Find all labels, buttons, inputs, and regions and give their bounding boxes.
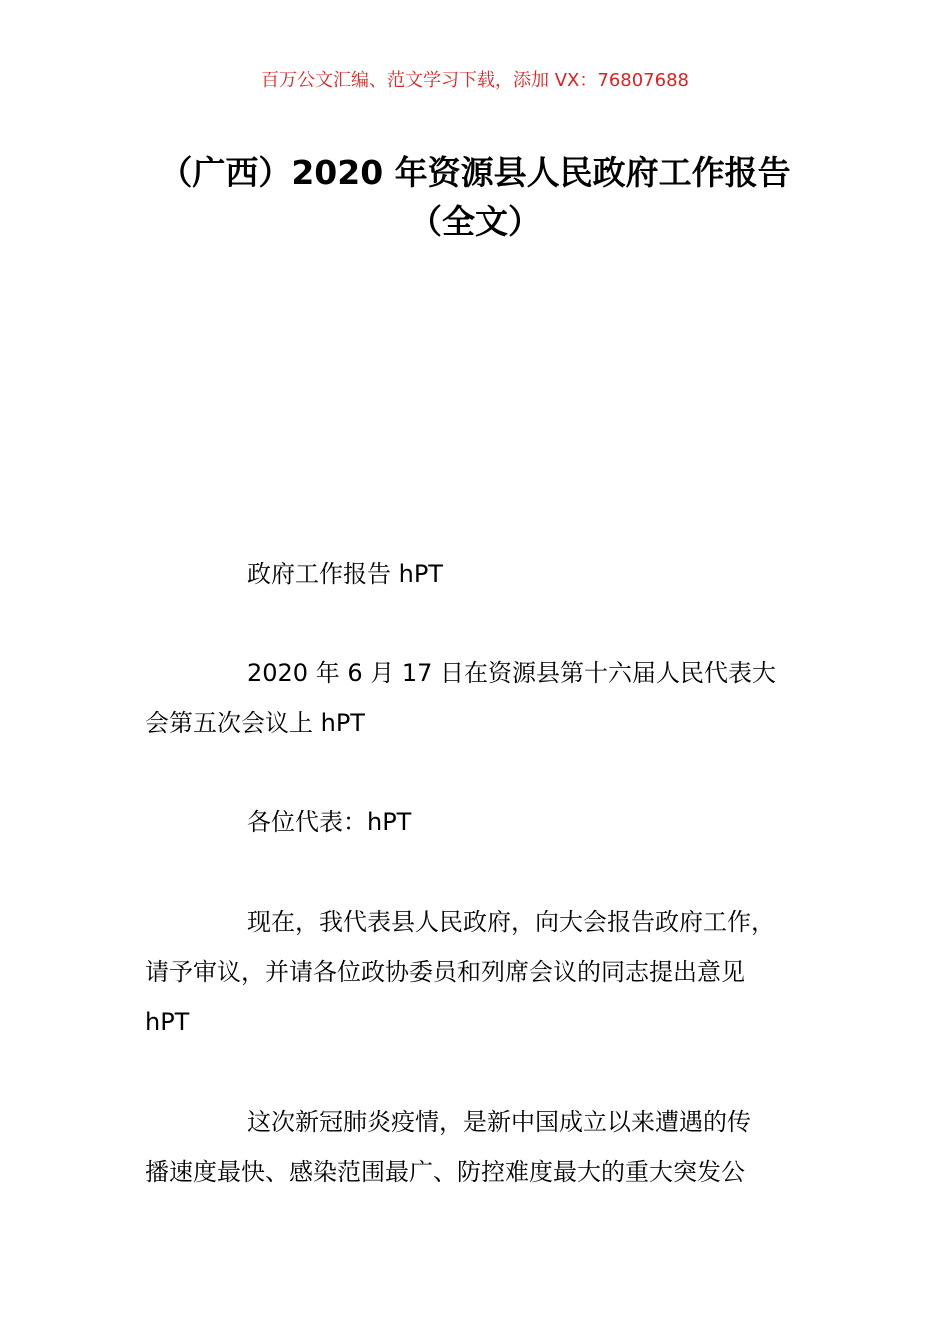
- paragraph-line: 播速度最快、感染范围最广、防控难度最大的重大突发公: [145, 1158, 745, 1186]
- paragraph-epidemic: [145, 1097, 825, 1197]
- paragraph-line: 现在，我代表县人民政府，向大会报告政府工作，: [247, 908, 775, 936]
- paragraph-line: 各位代表：hPT: [247, 808, 412, 836]
- title-line-1: （广西）2020 年资源县人民政府工作报告: [159, 153, 791, 192]
- paragraph-date-meeting: [145, 648, 825, 748]
- header-note: 百万公文汇编、范文学习下载，添加 VX：76807688: [261, 70, 689, 91]
- paragraph-line: 会第五次会议上 hPT: [145, 709, 365, 737]
- title-line-2: （全文）: [409, 202, 541, 241]
- paragraph-line: 请予审议，并请各位政协委员和列席会议的同志提出意见: [145, 958, 745, 986]
- paragraph-line: 2020 年 6 月 17 日在资源县第十六届人民代表大: [247, 659, 777, 687]
- document-title: [95, 148, 855, 246]
- paragraph-line: 政府工作报告 hPT: [247, 560, 443, 588]
- paragraph-salutation: [145, 797, 825, 847]
- paragraph-intro: [145, 897, 825, 1047]
- paragraph-line: 这次新冠肺炎疫情，是新中国成立以来遭遇的传: [247, 1108, 751, 1136]
- paragraph-report-label: [145, 549, 825, 599]
- paragraph-line: hPT: [145, 1008, 190, 1036]
